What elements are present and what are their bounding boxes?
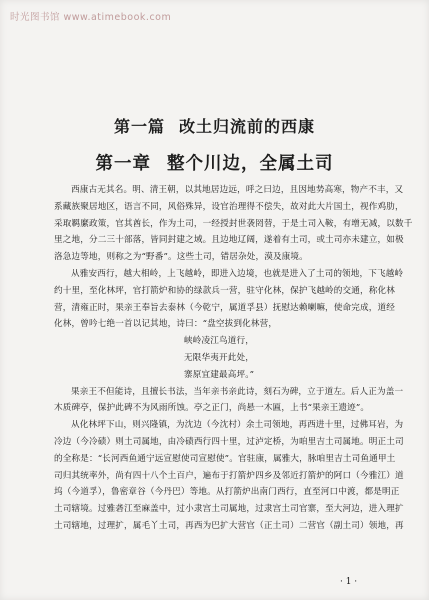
text-line: 坞（今道孚），鲁密章谷（今丹巴）等地。从打箭炉出南门西行，直至河口中渡，都是明正 (54, 487, 400, 498)
text-line: 无限华夷开此处， (184, 352, 254, 363)
part-title (0, 114, 429, 137)
part-name: 改土归流前的西康 (179, 117, 316, 136)
text-line: 寨原宜建最高坪。” (184, 369, 255, 380)
chapter-number: 第一章 (95, 154, 151, 174)
part-number: 第一篇 (113, 117, 165, 136)
watermark: 时光图书馆 www.atimebook.com (10, 12, 172, 23)
text-line: 化林，曾吟七绝一首以记其地，诗曰：“盘空拔到化林营， (54, 319, 278, 330)
text-line: 土司辖境。过雅砻江至麻盖中，过小隶宫土司属地，过隶宫土司官寨，至大河边，进入理扩 (54, 504, 404, 515)
page-number: · 1 · (340, 577, 358, 587)
text-line: 系藏族聚居地区，语言不同，风俗殊异，设官治理得不偿失，故对此大片国土，视作鸡肋， (54, 201, 404, 212)
chapter-name: 整个川边，全属土司 (167, 154, 334, 174)
text-line: 的全称是：“长河西鱼通宁远宣慰使司宣慰使”。官驻康，属雅大，脉咱里吉土司鱼通甲土 (54, 453, 396, 464)
text-line: 峡岭凌江鸟道行， (184, 336, 254, 347)
text-line: 西康古无其名。明、清王朝，以其地居边远，呼之曰边，且因地势高寒，物产不丰，又 (71, 185, 404, 195)
text-line: 从化林坪下山，则兴隆镇，为沈边（今沈村）余土司领地，再西进十里，过佛耳岩，为 (71, 420, 404, 431)
text-line: 采取羁縻政策，官其酋长，作为土司，一经授封世袭罔替，于是土司入鞍，有增无减，以数千 (54, 218, 413, 229)
chapter-title (0, 150, 429, 175)
text-line: 冷边（今冷碛）则土司属地，由冷碛西行四十里，过泸定桥，为咱里吉土司属地。明正土司 (54, 436, 404, 447)
text-line: 司归其统率外，尚有四十八个土百户，遍布于打箭炉四乡及邻近打箭炉的阿口（今雅江）道 (54, 470, 404, 481)
body-text (54, 182, 413, 535)
text-line: 木质碑亭，保护此碑不为风雨所蚀。亭之正门，尚悬一木匾，上书“果亲王遗迹”。 (54, 403, 370, 414)
text-line: 洛急边等地，则称之为“野番”。这些土司，错居杂处，漠及康境。 (54, 252, 308, 263)
text-line: 营，清雍正时，果亲王奉旨去泰林（今乾宁，属道孚县）抚慰达赖喇嘛，使命完成，道经 (54, 302, 396, 313)
text-line: 约十里，至化林坪，官打箭炉和协的绿款兵一营，驻守化林，保护飞越岭的交通，称化林 (54, 285, 396, 296)
text-line: 土司辖地，过理扩，属毛丫土司，再西为巴扩大营官（正土司）二营官（副土司）领地，再 (54, 520, 404, 531)
text-line: 里之地，分二三十部落，皆同封建之域。且边地辽阔，遂着有土司，或土司亦未建立，如极 (54, 235, 404, 246)
text-line: 从雅安西行，越大相岭，上飞越岭，即进入边境，也就是进入了土司的领地，下飞越岭 (71, 268, 404, 279)
text-line: 果亲王不但能诗，且擅长书法，当年亲书亲此诗，刻石为碑，立于道左。后人正为盖一 (71, 386, 404, 397)
